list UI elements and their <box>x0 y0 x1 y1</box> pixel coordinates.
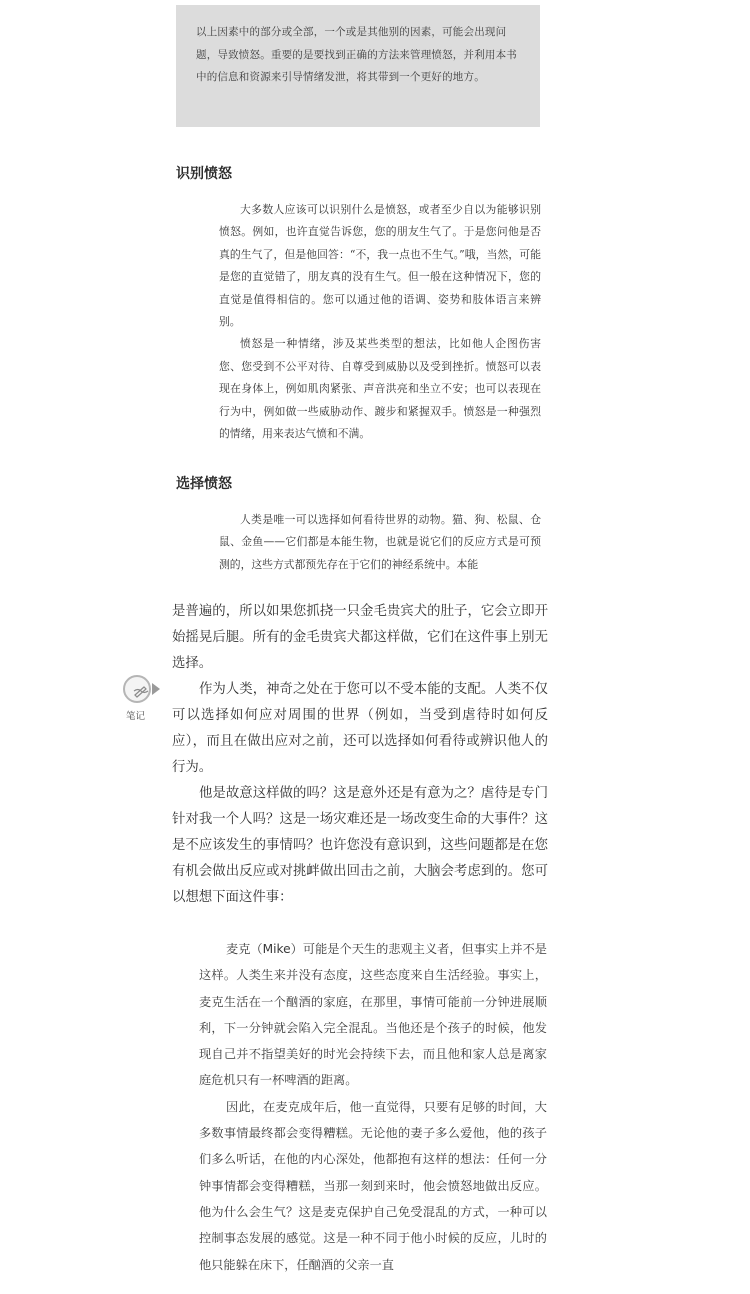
note-arrow-icon <box>152 683 160 695</box>
paragraph: 因此，在麦克成年后，他一直觉得，只要有足够的时间，大多数事情最终都会变得糟糕。无论他的妻子多么爱他，他的孩子们多么听话，在他的内心深处，他都抱有这样的想法：任何一分钟事情都会变得糟糕，当那一刻到来时，他会愤怒地做出反应。他为什么会生气？这是麦克保护自己免受混乱的方式，一种可以控制事态发展的感觉。这是一种不同于他小时候的反应，儿时的他只能躲在床下，任酗酒的父亲一直 <box>199 1099 547 1272</box>
section-body-choose-anger <box>219 509 541 576</box>
paragraph: 他是故意这样做的吗？这是意外还是有意为之？虐待是专门针对我一个人吗？这是一场灾难还是一场改变生命的大事件？这是不应该发生的事情吗？也许您没有意识到，这些问题都是在您有机会做出反应或对挑衅做出回击之前，大脑会考虑到的。您可以想想下面这件事： <box>172 786 548 905</box>
section-heading-choose-anger: 选择愤怒 <box>176 476 232 492</box>
note-button[interactable] <box>121 675 161 725</box>
callout-text: 以上因素中的部分或全部，一个或是其他别的因素，可能会出现问题，导致愤怒。重要的是要找到正确的方法来管理愤怒，并利用本书中的信息和资源来引导情绪发泄，将其带到一个更好的地方。 <box>196 26 517 83</box>
example-story-block <box>199 936 547 1278</box>
paragraph: 是普遍的，所以如果您抓挠一只金毛贵宾犬的肚子，它会立即开始摇晃后腿。所有的金毛贵宾犬都这样做，它们在这件事上别无选择。 <box>172 604 548 671</box>
paragraph: 作为人类，神奇之处在于您可以不受本能的支配。人类不仅可以选择如何应对周围的世界（例如，当受到虐待时如何反应），而且在做出应对之前，还可以选择如何看待或辨识他人的行为。 <box>172 682 548 775</box>
section-heading-identify-anger: 识别愤怒 <box>176 166 232 182</box>
paragraph: 大多数人应该可以识别什么是愤怒，或者至少自以为能够识别愤怒。例如，也许直觉告诉您，您的朋友生气了。于是您问他是否真的生气了，但是他回答：“不，我一点也不生气。”哦，当然，可能是您的直觉错了，朋友真的没有生气。但一般在这种情况下，您的直觉是值得相信的。您可以通过他的语调、姿势和肢体语言来辨别。 <box>219 203 541 329</box>
note-circle <box>123 675 151 703</box>
callout-box <box>176 5 540 127</box>
note-label: 笔记 <box>126 711 146 722</box>
paragraph: 麦克（Mike）可能是个天生的悲观主义者，但事实上并不是这样。人类生来并没有态度，这些态度来自生活经验。事实上，麦克生活在一个酗酒的家庭，在那里，事情可能前一分钟进展顺利，下一分钟就会陷入完全混乱。当他还是个孩子的时候，他发现自己并不指望美好的时光会持续下去，而且他和家人总是离家庭危机只有一杯啤酒的距离。 <box>199 942 547 1088</box>
section-body-identify-anger <box>219 199 541 445</box>
paragraph: 愤怒是一种情绪，涉及某些类型的想法，比如他人企图伤害您、您受到不公平对待、自尊受到威胁以及受到挫折。愤怒可以表现在身体上，例如肌肉紧张、声音洪亮和坐立不安；也可以表现在行为中，例如做一些威胁动作、踱步和紧握双手。愤怒是一种强烈的情绪，用来表达气愤和不满。 <box>219 337 541 441</box>
main-body-text <box>172 599 548 911</box>
pencil-note-icon <box>133 684 149 698</box>
paragraph: 人类是唯一可以选择如何看待世界的动物。猫、狗、松鼠、仓鼠、金鱼——它们都是本能生物，也就是说它们的反应方式是可预测的，这些方式都预先存在于它们的神经系统中。本能 <box>219 513 541 571</box>
